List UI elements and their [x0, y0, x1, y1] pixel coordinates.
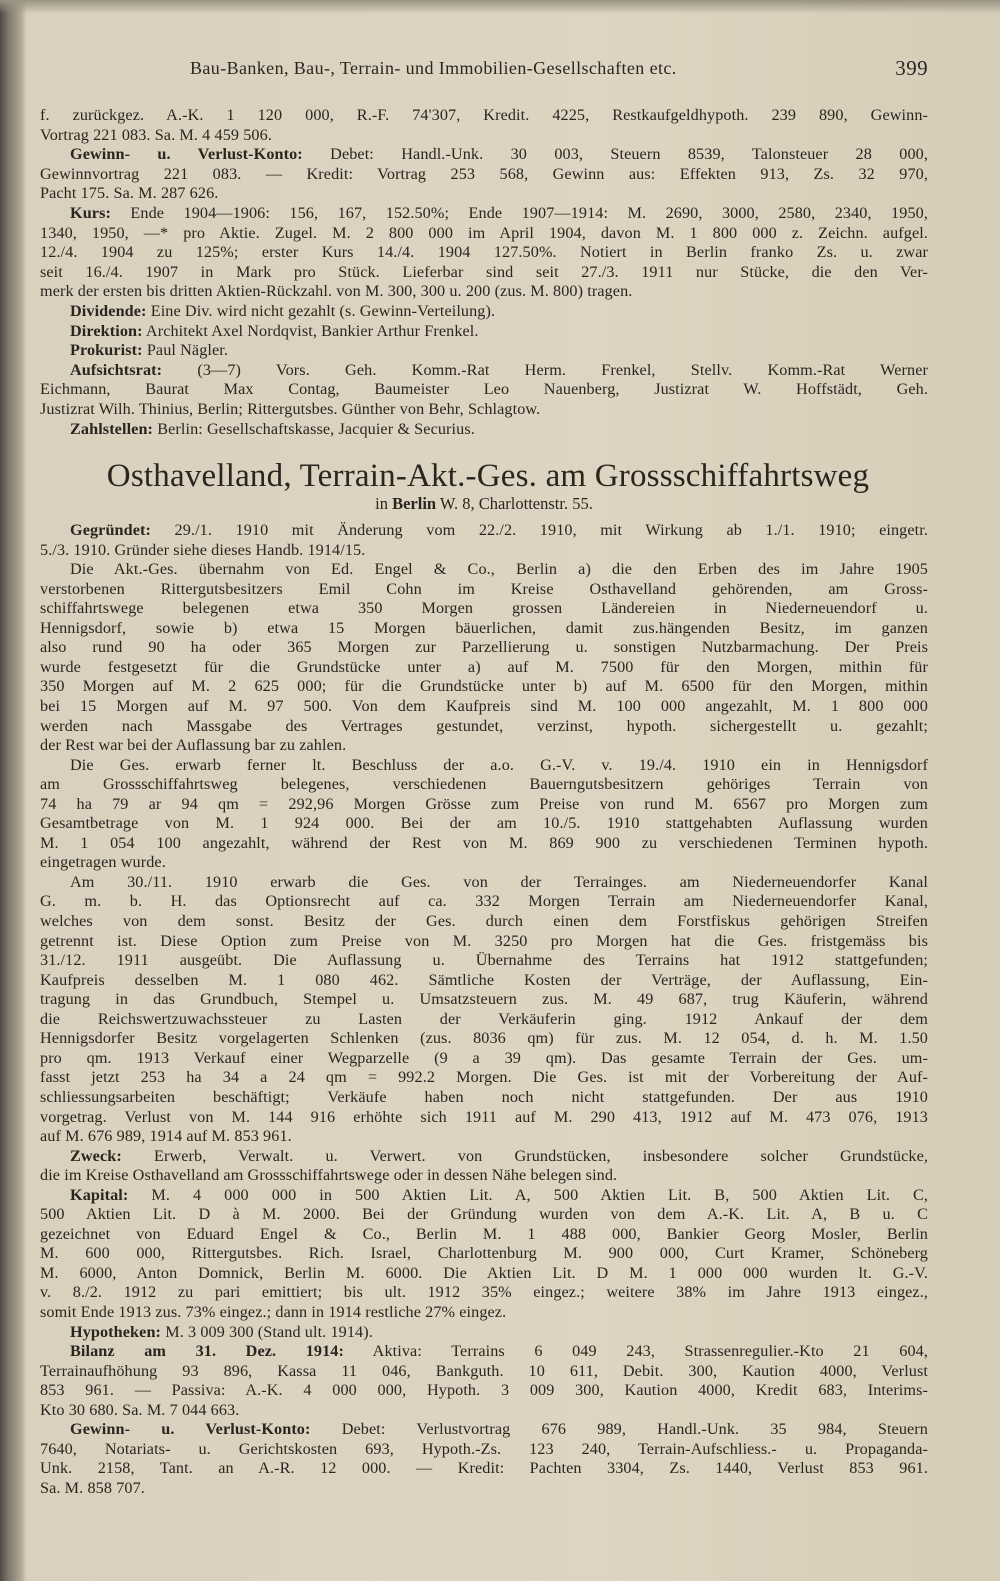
- entry-line: [70, 1419, 928, 1439]
- entry-line: [40, 696, 928, 716]
- line-text: fasst jetzt 253 ha 34 a 24 qm = 992.2 Morgen. Die Ges. ist mit der Vorbereitung der Auf-: [40, 1068, 928, 1087]
- entry-line: [70, 872, 928, 892]
- entry-line: [40, 852, 928, 872]
- entry-line: [40, 1302, 928, 1322]
- line-text: Hennigsdorfer Besitz vorgelagerten Schlenken (zus. 8036 qm) für zus. M. 12 054, d. h. M. 1.50: [40, 1029, 928, 1048]
- entry-line: [70, 755, 928, 775]
- section-label: Zahlstellen:: [70, 419, 154, 438]
- line-text: tragung in das Grundbuch, Stempel u. Umsatzsteuern zus. M. 49 687, trug Käuferin, während: [40, 990, 928, 1009]
- prev-entry-line: [40, 242, 928, 262]
- line-text: Debet: Handl.-Unk. 30 003, Steuern 8539, Talonsteuer 28 000,: [330, 145, 928, 164]
- entry-line: [40, 657, 928, 677]
- entry-line: [40, 1380, 928, 1400]
- entry-line: [40, 598, 928, 618]
- prev-entry-line: [70, 301, 928, 321]
- line-text: Pacht 175. Sa. M. 287 626.: [40, 184, 219, 203]
- line-text: Erwerb, Verwalt. u. Verwert. von Grundstücken, insbesondere solcher Grundstücke,: [153, 1146, 929, 1165]
- line-text: (3—7) Vors. Geh. Komm.-Rat Herm. Frenkel, Stellv. Komm.-Rat Werner: [197, 360, 928, 379]
- section-label: Gewinn- u. Verlust-Konto:: [70, 1420, 311, 1439]
- entry-line: [40, 1087, 928, 1107]
- line-text: 1340, 1950, —* pro Aktie. Zugel. M. 2 800 000 im April 1904, davon M. 1 800 000 z. Zeichn. aufgel.: [40, 223, 928, 242]
- line-text: Terrainaufhöhung 93 896, Kassa 11 046, Bankguth. 10 611, Debit. 300, Kaution 4000, Verlust: [40, 1361, 928, 1380]
- line-text: Vortrag 221 083. Sa. M. 4 459 506.: [40, 125, 272, 144]
- line-text: Kaufpreis desselben M. 1 080 462. Sämtliche Kosten der Verträge, der Auflassung, Ein-: [40, 970, 928, 989]
- prev-entry-line: [70, 360, 928, 380]
- line-text: schiffahrtswege belegenen etwa 350 Morgen grossen Ländereien in Niederneuendorf u.: [40, 599, 928, 618]
- line-text: Hennigsdorf, sowie b) etwa 15 Morgen bäuerlichen, damit zus.hängenden Besitz, im ganzen: [40, 618, 928, 637]
- section-label: Prokurist:: [70, 341, 143, 360]
- entry-line: [40, 716, 928, 736]
- prev-entry-line: [70, 203, 928, 223]
- line-text: M. 1 054 100 angezahlt, während der Rest von M. 869 900 zu verschiedenen Terminen hypoth.: [40, 833, 928, 852]
- section-label: Hypotheken:: [70, 1322, 162, 1341]
- line-text: getrennt ist. Diese Option zum Preise von M. 3250 pro Morgen hat die Ges. fristgemäss bis: [40, 931, 928, 950]
- entry-line: [40, 891, 928, 911]
- entry-line: [40, 1400, 928, 1420]
- line-text: Debet: Verlustvortrag 676 989, Handl.-Unk. 35 984, Steuern: [341, 1420, 928, 1439]
- prev-entry-line: [40, 281, 928, 301]
- company-address: W. 8, Charlottenstr. 55.: [439, 494, 593, 513]
- prev-entry-line: [40, 262, 928, 282]
- line-text: 74 ha 79 ar 94 qm = 292,96 Morgen Grösse zum Preise von rund M. 6567 pro Morgen zum: [40, 794, 928, 813]
- section-label: Kapital:: [70, 1185, 129, 1204]
- line-text: welches von dem sonst. Besitz der Ges. durch einen dem Forstfiskus gehörigen Streifen: [40, 912, 928, 930]
- entry-line: [40, 1028, 928, 1048]
- line-text: wurde festgesetzt für die Grundstücke unter a) auf M. 7500 für den Morgen, mithin für: [40, 657, 928, 676]
- line-text: Gesamtbetrage von M. 1 924 000. Bei der am 10./5. 1910 stattgehabten Auflassung wurden: [40, 814, 928, 833]
- line-text: merk der ersten bis dritten Aktien-Rückzahl. von M. 300, 300 u. 200 (zus. M. 800) tragen.: [40, 282, 633, 301]
- page-number: 399: [895, 56, 928, 80]
- line-text: werden nach Massgabe des Vertrages gestundet, verzinst, hypoth. sichergestellt u. gezahlt;: [40, 716, 928, 735]
- line-text: M. 4 000 000 in 500 Aktien Lit. A, 500 Aktien Lit. B, 500 Aktien Lit. C,: [151, 1185, 928, 1204]
- entry-line: [70, 1341, 928, 1361]
- section-label: Aufsichtsrat:: [70, 360, 163, 379]
- line-text: Gewinnvortrag 221 083. — Kredit: Vortrag 253 568, Gewinn aus: Effekten 913, Zs. 32 970,: [40, 164, 928, 183]
- entry-line: [70, 1185, 928, 1205]
- line-text: M. 6000, Anton Domnick, Berlin M. 6000. Die Aktien Lit. D M. 1 000 000 wurden lt. G.-V.: [40, 1263, 928, 1282]
- line-text: Paul Nägler.: [146, 341, 229, 360]
- line-text: 5./3. 1910. Gründer siehe dieses Handb. 1914/15.: [40, 540, 366, 559]
- line-text: 7640, Notariats- u. Gerichtskosten 693, Hypoth.-Zs. 123 240, Terrain-Aufschliess.- u. Propaganda-: [40, 1439, 928, 1458]
- section-label: Bilanz am 31. Dez. 1914:: [70, 1342, 344, 1361]
- prev-entry-line: [70, 321, 928, 341]
- entry-line: [40, 813, 928, 833]
- line-text: bei 15 Morgen auf M. 97 500. Von dem Kaufpreis sind M. 100 000 angezahlt, M. 1 800 000: [40, 696, 928, 715]
- line-text: Unk. 2158, Tant. an A.-R. 12 000. — Kredit: Pachten 3304, Zs. 1440, Verlust 853 961.: [40, 1459, 928, 1478]
- entry-line: [40, 1478, 928, 1498]
- line-text: Die Ges. erwarb ferner lt. Beschluss der a.o. G.-V. v. 19./4. 1910 ein in Hennigsdorf: [70, 755, 928, 774]
- top-edge-shadow: [0, 0, 1000, 14]
- prev-entry-line: [70, 419, 928, 439]
- line-text: seit 16./4. 1907 in Mark pro Stück. Lieferbar sind seit 27./3. 1911 nur Stücke, die den Ver-: [40, 262, 928, 281]
- entry-line: [40, 1067, 928, 1087]
- entry-line: [40, 579, 928, 599]
- line-text: 350 Morgen auf M. 2 625 000; für die Grundstücke unter b) auf M. 6500 für den Morgen, mithin: [40, 677, 928, 696]
- prev-entry-line: [40, 125, 928, 145]
- line-text: 31./12. 1911 ausgeübt. Die Auflassung u. Übernahme des Terrains hat 1912 stattgefunden;: [40, 951, 928, 970]
- line-text: Justizrat Wilh. Thinius, Berlin; Rittergutsbes. Günther von Behr, Schlagtow.: [40, 400, 541, 418]
- entry-line: [40, 1009, 928, 1029]
- entry-line: [40, 1458, 928, 1478]
- prev-entry-line: [40, 223, 928, 243]
- line-text: schliessungsarbeiten beschäftigt; Verkäufe haben noch nicht stattgefunden. Der aus 1910: [40, 1087, 928, 1106]
- line-text: gezeichnet von Eduard Engel & Co., Berlin M. 1 488 000, Bankier Georg Mosler, Berlin: [40, 1224, 928, 1243]
- running-head: [40, 58, 928, 82]
- section-label: Dividende:: [70, 302, 147, 320]
- prev-entry-line: [70, 340, 928, 360]
- entry-line: [40, 931, 928, 951]
- location-prefix: in: [375, 494, 388, 513]
- line-text: pro qm. 1913 Verkauf einer Wegparzelle (9 a 39 qm). Das gesamte Terrain der Ges. um-: [40, 1048, 928, 1067]
- line-text: verstorbenen Rittergutsbesitzers Emil Cohn im Kreise Osthavelland gehörenden, am Gross-: [40, 579, 928, 598]
- line-text: am Grossschiffahrtsweg belegenes, verschiedenen Bauerngutsbesitzern gehöriges Terrain von: [40, 775, 928, 794]
- entry-line: [40, 1361, 928, 1381]
- line-text: Sa. M. 858 707.: [40, 1478, 145, 1497]
- entry-line: [40, 1048, 928, 1068]
- entry-line: [40, 1243, 928, 1263]
- line-text: M. 600 000, Rittergutsbes. Rich. Israel, Charlottenburg M. 900 000, Curt Kramer, Schöneberg: [40, 1244, 928, 1263]
- section-label: Kurs:: [70, 204, 111, 222]
- line-text: Die Akt.-Ges. übernahm von Ed. Engel & Co., Berlin a) die den Erben des im Jahre 1905: [70, 560, 928, 579]
- line-text: v. 8./2. 1912 zu pari emittiert; bis ult. 1912 35% eingez.; weitere 38% im Jahre 1913 eingez.,: [40, 1283, 928, 1302]
- line-text: also rund 90 ha oder 365 Morgen zur Parzellierung u. sonstigen Nutzbarmachung. Der Preis: [40, 638, 928, 657]
- line-text: Berlin: Gesellschaftskasse, Jacquier & Securius.: [157, 419, 475, 438]
- entry-line: [70, 520, 928, 540]
- line-text: die im Kreise Osthavelland am Grossschiffahrtswege oder in dessen Nähe belegen sind.: [40, 1166, 618, 1185]
- running-head-title: Bau-Banken, Bau-, Terrain- und Immobilien-Gesellschaften etc.: [190, 58, 677, 78]
- entry-line: [40, 1204, 928, 1224]
- entry-line: [40, 794, 928, 814]
- entry-line: [40, 735, 928, 755]
- prev-entry-line: [40, 183, 928, 203]
- company-city: Berlin: [392, 494, 437, 513]
- entry-line: [70, 1146, 928, 1166]
- section-label: Gegründet:: [70, 521, 152, 539]
- line-text: 29./1. 1910 mit Änderung vom 22./2. 1910, mit Wirkung ab 1./1. 1910; eingetr.: [174, 521, 928, 539]
- entry-line: [40, 833, 928, 853]
- line-text: eingetragen wurde.: [40, 853, 166, 872]
- prev-entry-line: [40, 105, 928, 125]
- line-text: 853 961. — Passiva: A.-K. 4 000 000, Hypoth. 3 009 300, Kaution 4000, Kredit 683, Interims-: [40, 1381, 928, 1400]
- entry-line: [40, 1165, 928, 1185]
- line-text: auf M. 676 989, 1914 auf M. 853 961.: [40, 1127, 292, 1146]
- line-text: Eichmann, Baurat Max Contag, Baumeister Leo Nauenberg, Justizrat W. Hoffstädt, Geh.: [40, 380, 928, 399]
- entry-line: [40, 540, 928, 560]
- entry-line: [70, 559, 928, 579]
- section-label: Zweck:: [70, 1146, 122, 1165]
- company-address-line: [40, 494, 928, 514]
- entry-line: [40, 1107, 928, 1127]
- line-text: Eine Div. wird nicht gezahlt (s. Gewinn-Verteilung).: [150, 302, 496, 320]
- line-text: 12./4. 1904 zu 125%; erster Kurs 14./4. 1904 127.50%. Notiert in Berlin franko Zs. u. zwar: [40, 243, 928, 262]
- entry-line: [40, 1439, 928, 1459]
- entry-line: [40, 774, 928, 794]
- line-text: Kto 30 680. Sa. M. 7 044 663.: [40, 1400, 240, 1419]
- prev-entry-line: [70, 144, 928, 164]
- line-text: 500 Aktien Lit. D à M. 2000. Bei der Gründung wurden von dem A.-K. Lit. A, B u. C: [40, 1205, 928, 1224]
- company-title: Osthavelland, Terrain-Akt.-Ges. am Grossschiffahrtsweg: [106, 458, 870, 494]
- entry-line: [40, 1224, 928, 1244]
- line-text: f. zurückgez. A.-K. 1 120 000, R.-F. 74'307, Kredit. 4225, Restkaufgeldhypoth. 239 890, Gewinn-: [40, 106, 928, 124]
- entry-line: [40, 950, 928, 970]
- line-text: M. 3 009 300 (Stand ult. 1914).: [165, 1322, 373, 1341]
- line-text: der Rest war bei der Auflassung bar zu zahlen.: [40, 736, 347, 755]
- line-text: die Reichswertzuwachssteuer zu Lasten der Verkäuferin ging. 1912 Ankauf der dem: [40, 1009, 928, 1028]
- entry-line: [40, 911, 928, 931]
- prev-entry-line: [40, 164, 928, 184]
- entry-line: [40, 1126, 928, 1146]
- section-label: Gewinn- u. Verlust-Konto:: [70, 145, 303, 164]
- line-text: G. m. b. H. das Optionsrecht auf ca. 332 Morgen Terrain am Niederneuendorfer Kanal,: [40, 892, 928, 911]
- line-text: somit Ende 1913 zus. 73% eingez.; dann in 1914 restliche 27% eingez.: [40, 1303, 507, 1321]
- entry-line: [40, 637, 928, 657]
- line-text: vorgetrag. Verlust von M. 144 916 erhöhte sich 1911 auf M. 290 413, 1912 auf M. 473 076, 1913: [40, 1107, 928, 1126]
- line-text: Architekt Axel Nordqvist, Bankier Arthur Frenkel.: [145, 321, 479, 340]
- line-text: Am 30./11. 1910 erwarb die Ges. von der Terrainges. am Niederneuendorfer Kanal: [70, 872, 928, 891]
- entry-line: [70, 1322, 928, 1342]
- entry-line: [40, 989, 928, 1009]
- entry-line: [40, 676, 928, 696]
- line-text: Ende 1904—1906: 156, 167, 152.50%; Ende 1907—1914: M. 2690, 3000, 2580, 2340, 1950,: [130, 204, 928, 222]
- book-spine-shadow: [0, 0, 26, 1581]
- entry-line: [40, 970, 928, 990]
- line-text: Aktiva: Terrains 6 049 243, Strassenregulier.-Kto 21 604,: [372, 1342, 928, 1361]
- entry-line: [40, 618, 928, 638]
- section-label: Direktion:: [70, 321, 143, 340]
- entry-line: [40, 1282, 928, 1302]
- prev-entry-line: [40, 399, 928, 419]
- entry-line: [40, 1263, 928, 1283]
- prev-entry-line: [40, 379, 928, 399]
